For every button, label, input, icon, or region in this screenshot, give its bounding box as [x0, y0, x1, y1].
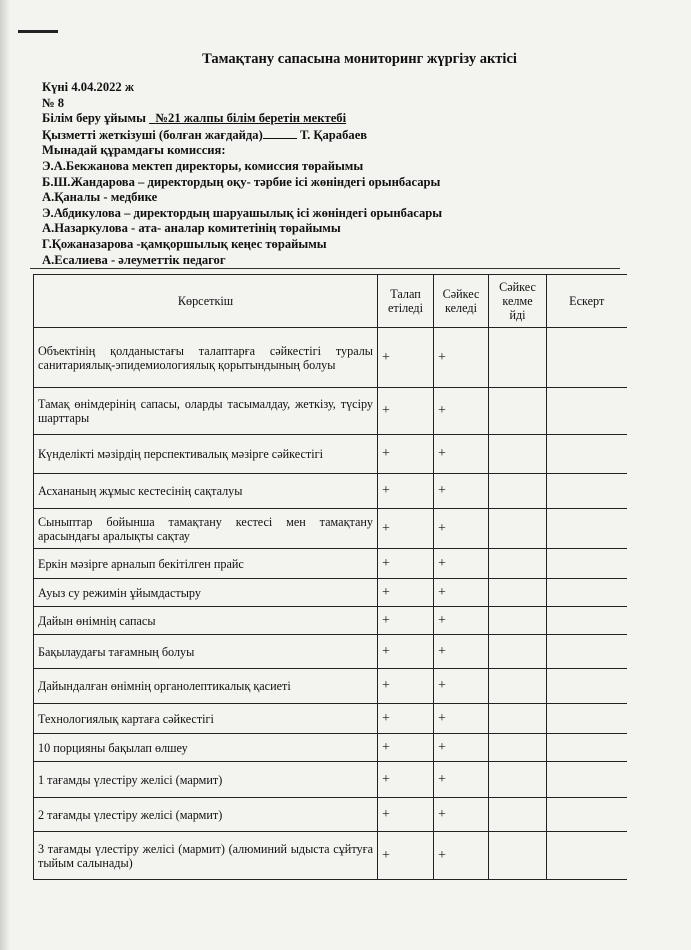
number-line: № 8	[42, 95, 65, 110]
required-cell: +	[378, 607, 434, 635]
notes-cell	[547, 474, 627, 509]
table-header-row	[34, 275, 627, 328]
notes-cell	[547, 762, 627, 798]
indicator-cell: Бақылаудағы тағамның болуы	[34, 635, 378, 669]
not-complies-cell	[489, 549, 547, 579]
supplier-blank	[263, 127, 297, 139]
notes-cell	[547, 704, 627, 734]
header-notes: Ескерт	[547, 275, 627, 328]
table-row	[34, 435, 627, 474]
notes-cell	[547, 798, 627, 832]
notes-cell	[547, 832, 627, 880]
complies-cell: +	[434, 832, 489, 880]
commission-member: А.Қаналы - медбике	[42, 190, 158, 205]
complies-cell: +	[434, 607, 489, 635]
not-complies-cell	[489, 734, 547, 762]
document-header	[42, 80, 442, 268]
monitoring-table	[33, 274, 627, 880]
indicator-cell: Күнделікті мәзірдің перспективалық мәзірге сәйкестігі	[34, 435, 378, 474]
notes-cell	[547, 509, 627, 549]
complies-cell: +	[434, 734, 489, 762]
header-complies: Сәйкес келеді	[434, 275, 489, 328]
required-cell: +	[378, 328, 434, 388]
complies-cell: +	[434, 579, 489, 607]
supplier-line	[42, 127, 442, 144]
notes-cell	[547, 669, 627, 704]
table-row	[34, 832, 627, 880]
supplier-value: Т. Қарабаев	[299, 127, 368, 142]
required-cell: +	[378, 579, 434, 607]
complies-cell: +	[434, 474, 489, 509]
not-complies-cell	[489, 704, 547, 734]
indicator-cell: 1 тағамды үлестіру желісі (мармит)	[34, 762, 378, 798]
complies-cell: +	[434, 798, 489, 832]
complies-cell: +	[434, 388, 489, 435]
table-row	[34, 635, 627, 669]
table-row	[34, 669, 627, 704]
not-complies-cell	[489, 388, 547, 435]
required-cell: +	[378, 549, 434, 579]
not-complies-cell	[489, 798, 547, 832]
table-row	[34, 734, 627, 762]
indicator-cell: Сыныптар бойынша тамақтану кестесі мен тамақтану арасындағы аралықты сақтау	[34, 509, 378, 549]
commission-member: А.Есалиева - әлеуметтік педагог	[42, 252, 226, 267]
indicator-cell: 3 тағамды үлестіру желісі (мармит) (алюминий ыдыста сұйтуға тыйым салынады)	[34, 832, 378, 880]
organization-line	[42, 111, 442, 127]
complies-cell: +	[434, 635, 489, 669]
table-row	[34, 607, 627, 635]
required-cell: +	[378, 798, 434, 832]
not-complies-cell	[489, 762, 547, 798]
complies-cell: +	[434, 704, 489, 734]
required-cell: +	[378, 509, 434, 549]
required-cell: +	[378, 704, 434, 734]
notes-cell	[547, 607, 627, 635]
not-complies-cell	[489, 509, 547, 549]
supplier-label: Қызметті жеткізуші (болған жағдайда)	[42, 127, 263, 142]
required-cell: +	[378, 635, 434, 669]
required-cell: +	[378, 762, 434, 798]
notes-cell	[547, 635, 627, 669]
indicator-cell: 10 порцияны бақылап өлшеу	[34, 734, 378, 762]
table-row	[34, 474, 627, 509]
notes-cell	[547, 388, 627, 435]
notes-cell	[547, 549, 627, 579]
complies-cell: +	[434, 549, 489, 579]
header-not-complies: Сәйкес келме йді	[489, 275, 547, 328]
organization-value: №21 жалпы білім беретін мектебі	[155, 111, 347, 126]
indicator-cell: Асхананың жұмыс кестесінің сақталуы	[34, 474, 378, 509]
indicator-cell: Ауыз су режимін ұйымдастыру	[34, 579, 378, 607]
commission-member: А.Назаркулова - ата- аналар комитетінің төрайымы	[42, 221, 341, 236]
table-row	[34, 798, 627, 832]
notes-cell	[547, 734, 627, 762]
complies-cell: +	[434, 669, 489, 704]
table-row	[34, 704, 627, 734]
table-row	[34, 388, 627, 435]
indicator-cell: Объектінің қолданыстағы талаптарға сәйкестігі туралы санитариялық-эпидемиологиялық қорытындының болуы	[34, 328, 378, 388]
required-cell: +	[378, 669, 434, 704]
table-row	[34, 762, 627, 798]
not-complies-cell	[489, 669, 547, 704]
scan-top-mark	[18, 30, 58, 33]
table-row	[34, 328, 627, 388]
indicator-cell: Тамақ өнімдерінің сапасы, оларды тасымалдау, жеткізу, түсіру шарттары	[34, 388, 378, 435]
required-cell: +	[378, 388, 434, 435]
not-complies-cell	[489, 635, 547, 669]
divider-line	[30, 268, 620, 269]
complies-cell: +	[434, 509, 489, 549]
not-complies-cell	[489, 832, 547, 880]
indicator-cell: Еркін мәзірге арналып бекітілген прайс	[34, 549, 378, 579]
organization-label: Білім беру ұйымы	[42, 111, 146, 126]
required-cell: +	[378, 474, 434, 509]
indicator-cell: Дайындалған өнімнің органолептикалық қасиеті	[34, 669, 378, 704]
required-cell: +	[378, 435, 434, 474]
scan-edge-shadow	[0, 0, 10, 950]
required-cell: +	[378, 734, 434, 762]
document-title: Тамақтану сапасына мониторинг жүргізу актісі	[202, 51, 517, 67]
complies-cell: +	[434, 762, 489, 798]
table-row	[34, 509, 627, 549]
header-required: Талап етіледі	[378, 275, 434, 328]
not-complies-cell	[489, 474, 547, 509]
date-line: Күні 4.04.2022 ж	[42, 80, 134, 94]
not-complies-cell	[489, 579, 547, 607]
not-complies-cell	[489, 435, 547, 474]
table-row	[34, 549, 627, 579]
notes-cell	[547, 328, 627, 388]
table-row	[34, 579, 627, 607]
commission-member: Э.Абдикулова – директордың шаруашылық ісі жөніндегі орынбасары	[42, 205, 443, 220]
indicator-cell: Дайын өнімнің сапасы	[34, 607, 378, 635]
commission-member: Б.Ш.Жандарова – директордың оқу- тәрбие ісі жөніндегі орынбасары	[42, 174, 441, 189]
header-indicator: Көрсеткіш	[34, 275, 378, 328]
notes-cell	[547, 579, 627, 607]
commission-member: Э.А.Бекжанова мектеп директоры, комиссия төрайымы	[42, 158, 364, 173]
complies-cell: +	[434, 328, 489, 388]
required-cell: +	[378, 832, 434, 880]
commission-title: Мынадай құрамдағы комиссия:	[42, 143, 226, 158]
not-complies-cell	[489, 328, 547, 388]
indicator-cell: Технологиялық картаға сәйкестігі	[34, 704, 378, 734]
complies-cell: +	[434, 435, 489, 474]
not-complies-cell	[489, 607, 547, 635]
indicator-cell: 2 тағамды үлестіру желісі (мармит)	[34, 798, 378, 832]
notes-cell	[547, 435, 627, 474]
commission-member: Г.Қожаназарова -қамқоршылық кеңес төрайымы	[42, 236, 327, 251]
